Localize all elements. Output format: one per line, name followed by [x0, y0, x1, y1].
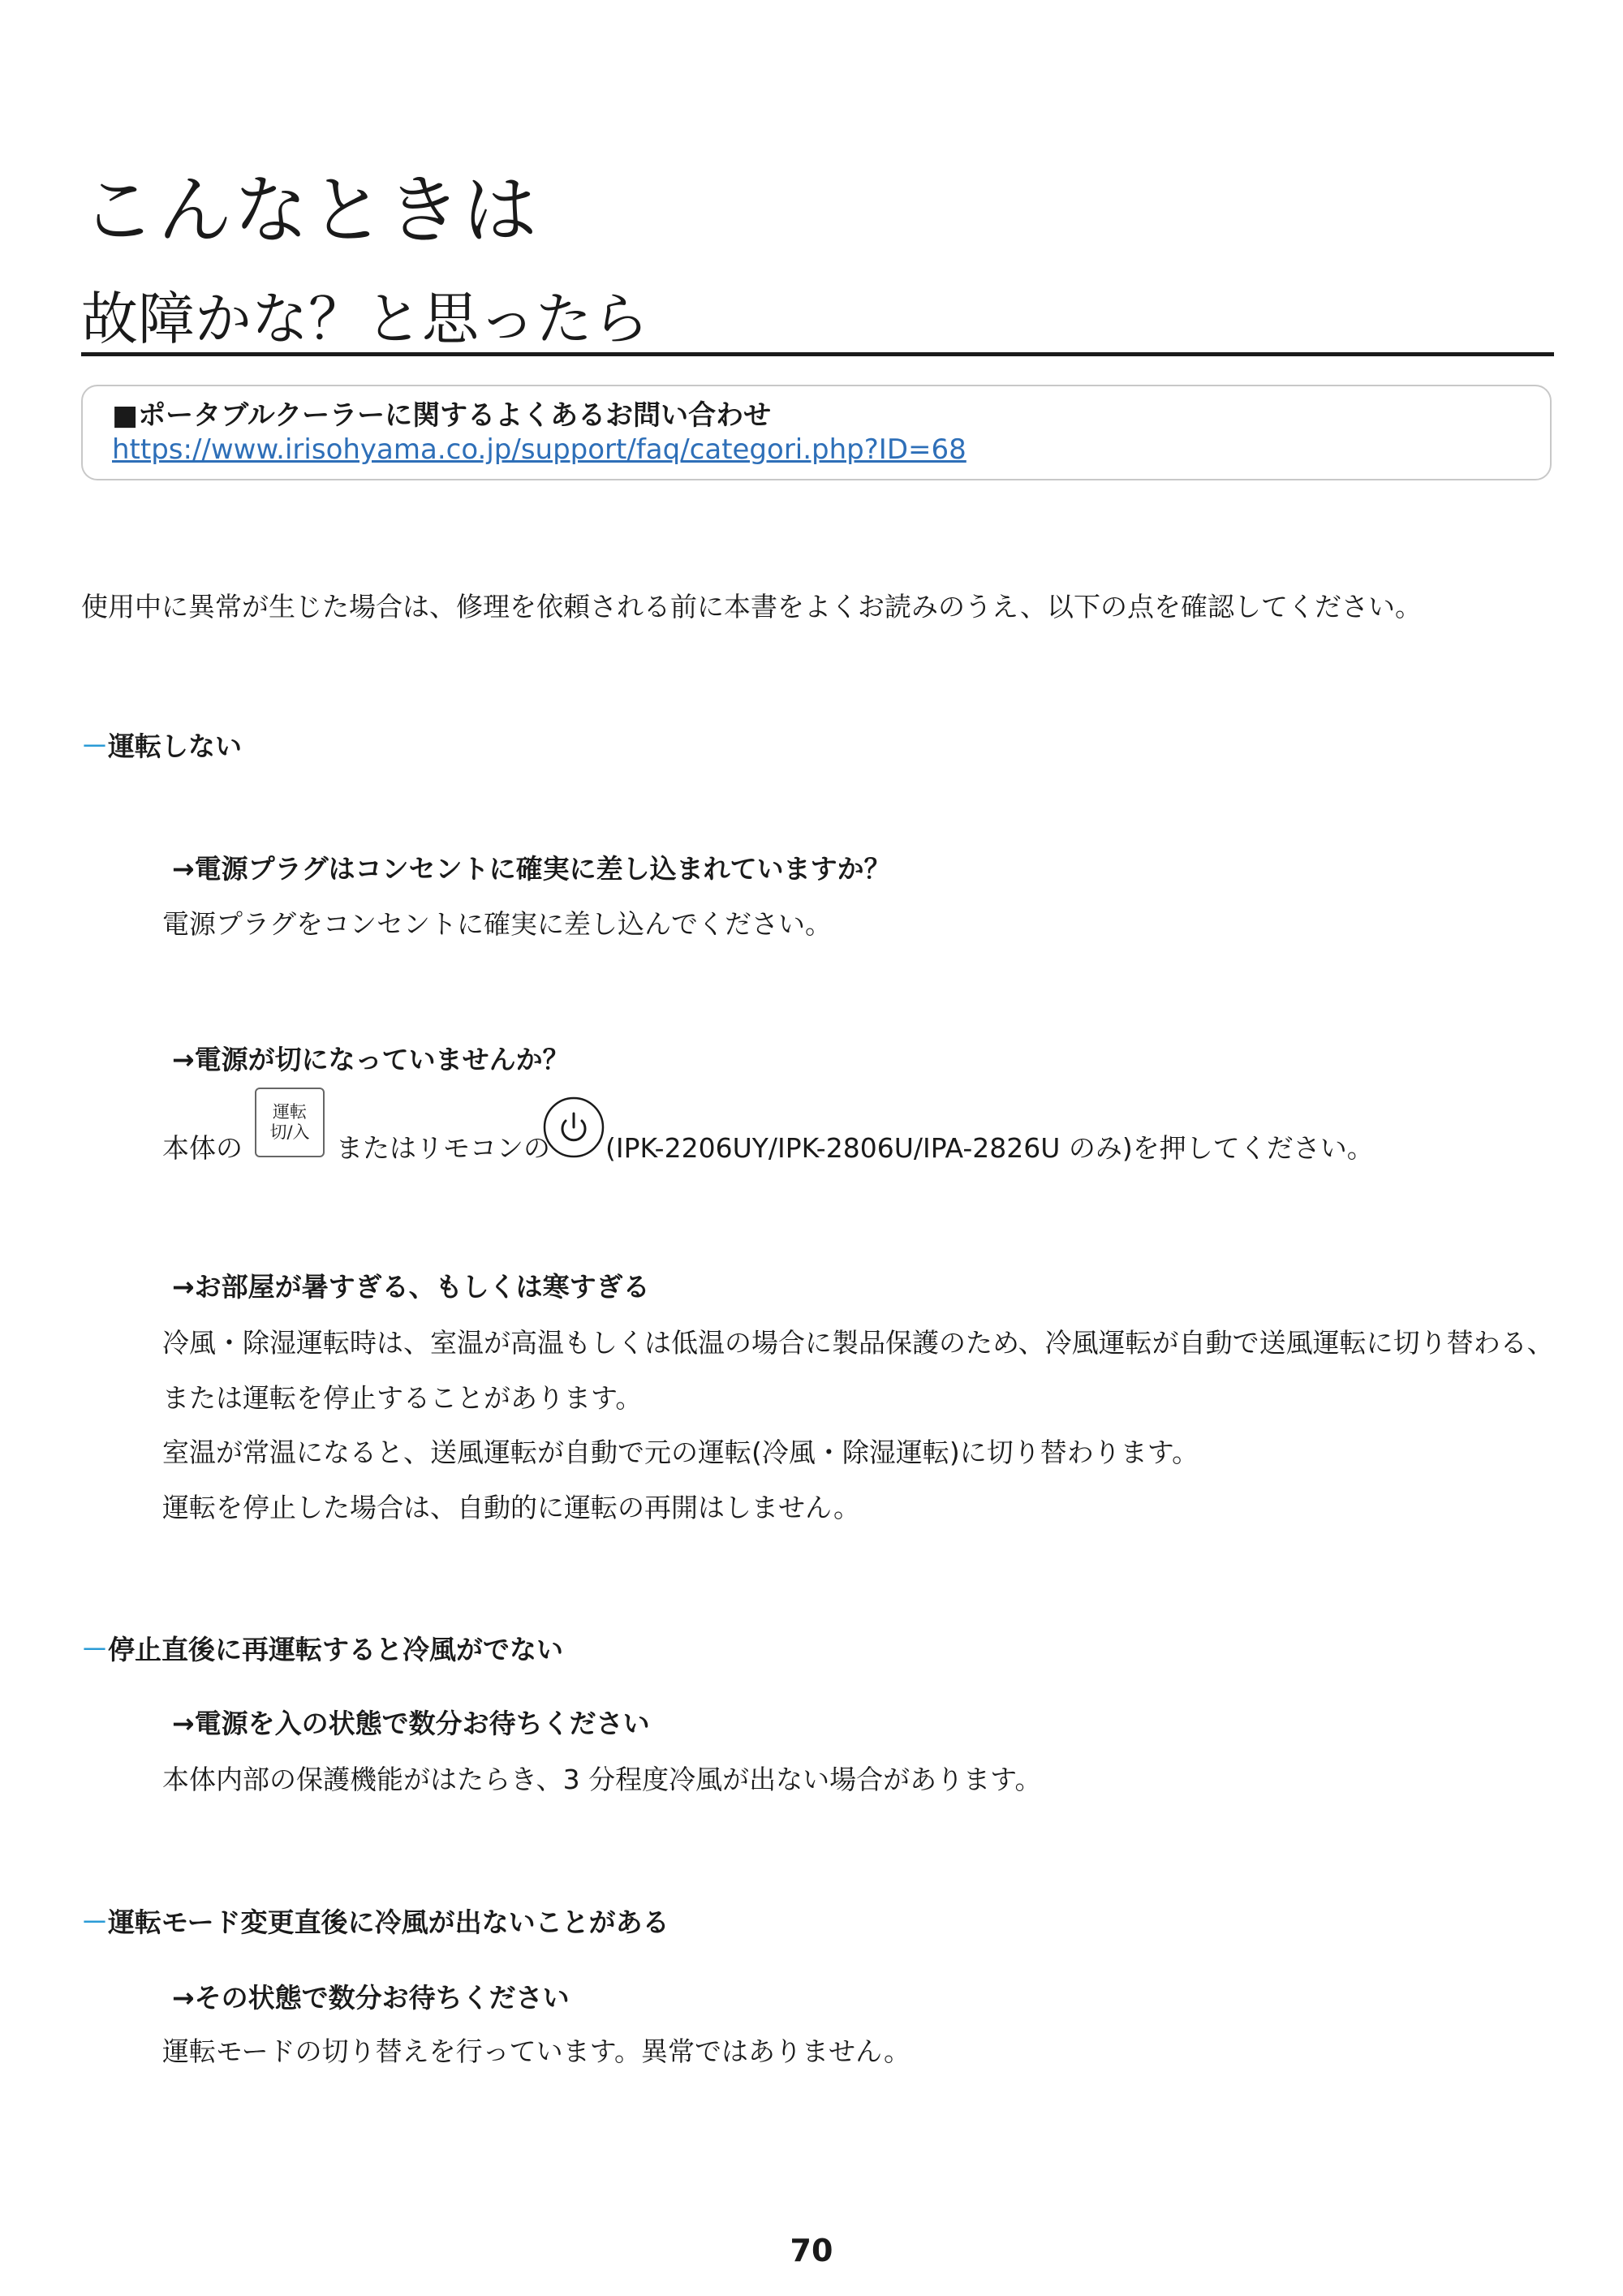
answer-suffix: (IPK-2206UY/IPK-2806U/IPA-2826U のみ)を押してください。: [605, 1132, 1374, 1164]
category-heading: [81, 1904, 669, 1941]
answer-line: 冷風・除湿運転時は、室温が高温もしくは低温の場合に製品保護のため、冷風運転が自動で送風運転に切り替わる、: [162, 1327, 1554, 1359]
page-number: 70: [790, 2233, 833, 2268]
run-toggle-button-icon: [255, 1088, 325, 1157]
title-divider: [81, 352, 1554, 356]
question: →その状態で数分お待ちください: [172, 1982, 570, 2014]
faq-heading: ■ポータブルクーラーに関するよくあるお問い合わせ: [112, 399, 772, 432]
category-label: 運転しない: [108, 730, 242, 762]
question: →電源プラグはコンセントに確実に差し込まれていますか？: [172, 853, 891, 885]
question: →お部屋が暑すぎる、もしくは寒すぎる: [172, 1271, 650, 1303]
question: →電源を入の状態で数分お待ちください: [172, 1708, 650, 1739]
question: →電源が切になっていませんか？: [172, 1044, 570, 1075]
section-title: 故障かな？と思ったら: [81, 286, 649, 352]
category-label: 停止直後に再運転すると冷風がでない: [108, 1634, 563, 1665]
category-marker: －: [81, 1906, 108, 1938]
answer-line: 電源プラグをコンセントに確実に差し込んでください。: [162, 908, 832, 940]
button-label-line2: 切/入: [269, 1122, 310, 1142]
page-title: こんなときは: [81, 167, 540, 254]
answer-prefix: 本体の: [162, 1132, 243, 1164]
category-label: 運転モード変更直後に冷風が出ないことがある: [108, 1906, 669, 1938]
faq-link[interactable]: https://www.irisohyama.co.jp/support/faq/categori.php?ID=68: [112, 433, 966, 466]
answer-line: 室温が常温になると、送風運転が自動で元の運転(冷風・除湿運転)に切り替わります。: [162, 1437, 1199, 1468]
category-marker: －: [81, 1634, 108, 1665]
answer-line: 運転を停止した場合は、自動的に運転の再開はしません。: [162, 1492, 860, 1523]
answer-middle: またはリモコンの: [336, 1132, 550, 1164]
category-heading: [81, 1631, 563, 1669]
power-icon: [542, 1096, 605, 1159]
answer-line: 本体内部の保護機能がはたらき、3 分程度冷風が出ない場合があります。: [162, 1764, 1042, 1795]
intro-text: 使用中に異常が生じた場合は、修理を依頼される前に本書をよくお読みのうえ、以下の点を確認してください。: [81, 591, 1422, 622]
button-label-line1: 運転: [273, 1102, 307, 1122]
category-heading: [81, 728, 242, 765]
answer-line: 運転モードの切り替えを行っています。異常ではありません。: [162, 2035, 911, 2067]
answer-line: または運転を停止することがあります。: [162, 1382, 643, 1414]
category-marker: －: [81, 730, 108, 762]
